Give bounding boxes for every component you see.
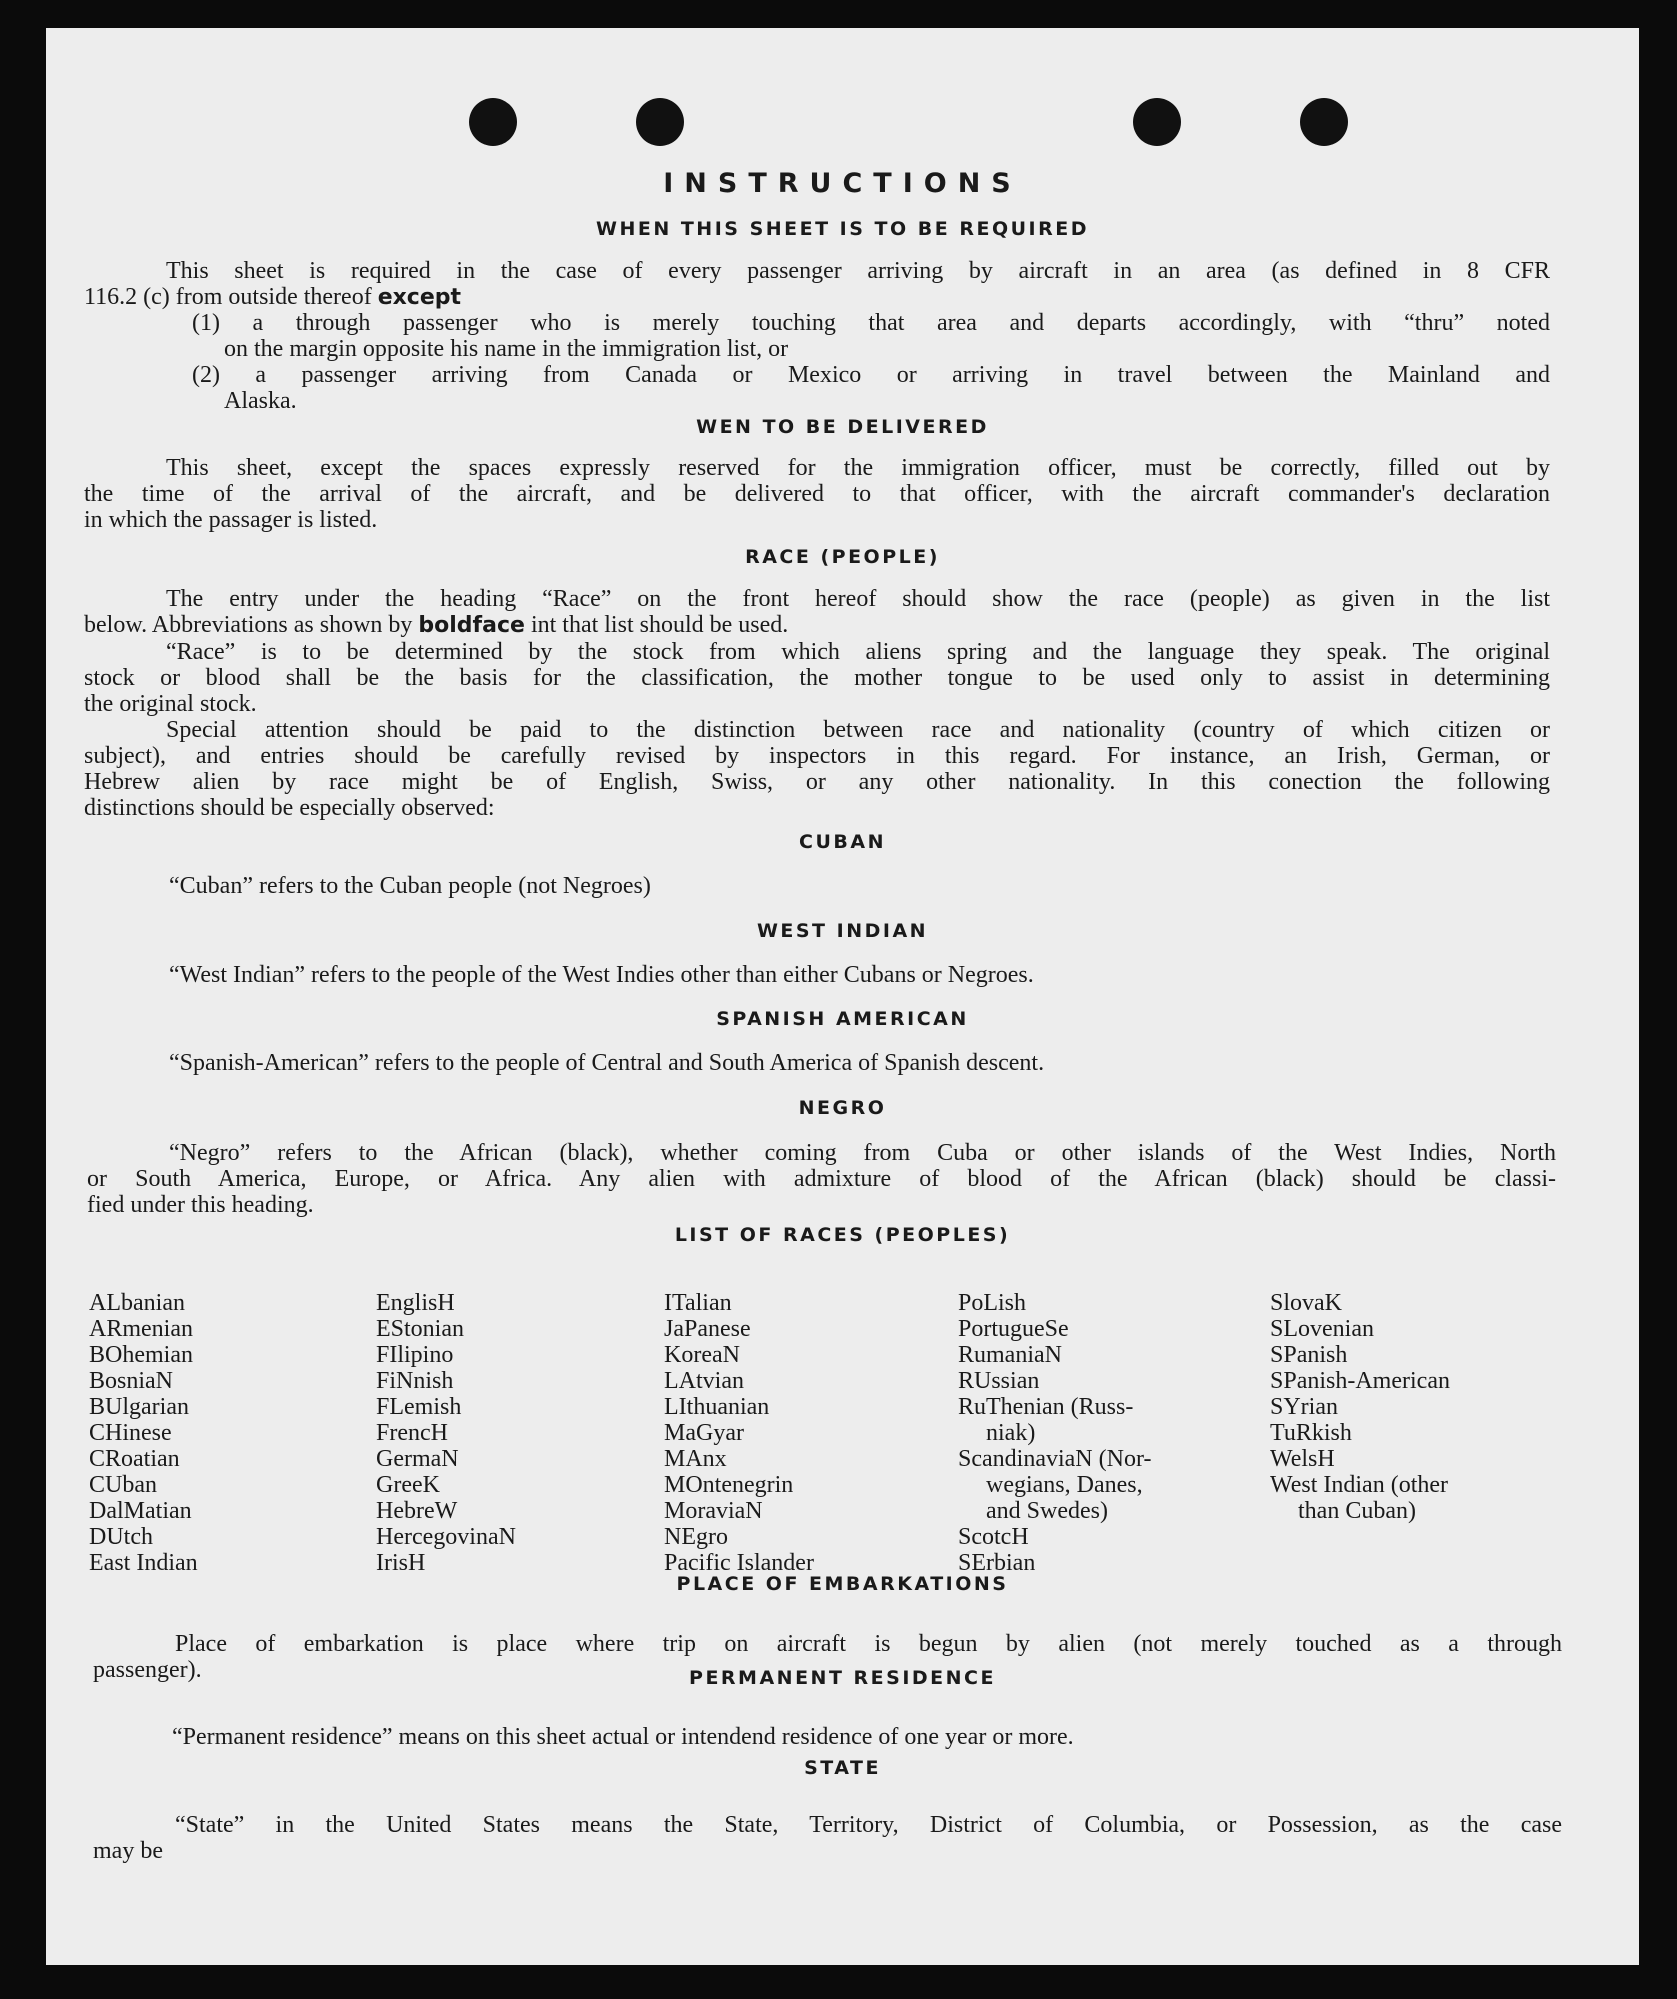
page-title: INSTRUCTIONS xyxy=(663,168,1022,199)
text-line: on the margin opposite his name in the immigration list, or xyxy=(224,336,789,362)
race-entry: HercegovinaN xyxy=(376,1524,516,1550)
section-heading-state: STATE xyxy=(804,1757,881,1779)
delivered-paragraph xyxy=(84,455,1550,533)
race-entry: NEgro xyxy=(664,1524,728,1550)
race-entry: SPanish xyxy=(1270,1342,1348,1368)
race-entry: FIlipino xyxy=(376,1342,454,1368)
race-entry: JaPanese xyxy=(664,1316,751,1342)
text-line: distinctions should be especially observed: xyxy=(84,795,495,821)
race-entry: MAnx xyxy=(664,1446,727,1472)
text-line: in which the passager is listed. xyxy=(84,507,378,533)
race-entry: ScandinaviaN (Nor- xyxy=(958,1446,1152,1472)
race-entry: CUban xyxy=(89,1472,157,1498)
exception-item-2 xyxy=(192,362,1550,414)
race-entry: BosniaN xyxy=(89,1368,173,1394)
race-entry: BUlgarian xyxy=(89,1394,189,1420)
text-line: “Race” is to be determined by the stock from which aliens spring and the language they speak. The original xyxy=(166,639,1550,665)
text-line: may be xyxy=(93,1838,163,1864)
race-entry: CHinese xyxy=(89,1420,172,1446)
section-heading-race: RACE (PEOPLE) xyxy=(745,546,940,568)
race-entry: EnglisH xyxy=(376,1290,455,1316)
race-entry: RUssian xyxy=(958,1368,1040,1394)
race-entry: East Indian xyxy=(89,1550,198,1576)
state-paragraph xyxy=(93,1812,1562,1864)
race-entry: FiNnish xyxy=(376,1368,454,1394)
race-entry: RuThenian (Russ- xyxy=(958,1394,1134,1420)
race-entry: DUtch xyxy=(89,1524,153,1550)
races-column-2 xyxy=(376,1290,516,1576)
section-heading-list-of-races: LIST OF RACES (PEOPLES) xyxy=(674,1224,1011,1246)
text-line: (1) a through passenger who is merely touching that area and departs accordingly, with “thru” noted xyxy=(192,310,1550,336)
text-line: This sheet, except the spaces expressly reserved for the immigration officer, must be correctly, filled out by xyxy=(166,455,1550,481)
race-entry: SErbian xyxy=(958,1550,1036,1576)
races-column-4 xyxy=(958,1290,1151,1576)
bold-word: boldface xyxy=(418,613,525,638)
race-entry: DalMatian xyxy=(89,1498,192,1524)
races-column-1 xyxy=(89,1290,198,1576)
race-entry: RumaniaN xyxy=(958,1342,1062,1368)
negro-paragraph xyxy=(87,1140,1556,1218)
race-entry: ALbanian xyxy=(89,1290,185,1316)
race-entry: LIthuanian xyxy=(664,1394,770,1420)
race-entry: niak) xyxy=(986,1420,1036,1446)
race-entry: EStonian xyxy=(376,1316,464,1342)
text-line: or South America, Europe, or Africa. Any alien with admixture of blood of the African (black) should be classi- xyxy=(87,1166,1556,1192)
race-entry: PortugueSe xyxy=(958,1316,1069,1342)
race-entry: LAtvian xyxy=(664,1368,744,1394)
text-line: fied under this heading. xyxy=(87,1192,314,1218)
race-entry: SlovaK xyxy=(1270,1290,1342,1316)
section-heading-required: WHEN THIS SHEET IS TO BE REQUIRED xyxy=(595,218,1089,240)
text-line: Hebrew alien by race might be of English, Swiss, or any other nationality. In this conection the following xyxy=(84,769,1550,795)
section-heading-embarkation: PLACE OF EMBARKATIONS xyxy=(676,1573,1009,1595)
races-column-5 xyxy=(1270,1290,1450,1524)
spanish-american-text: “Spanish-American” refers to the people of Central and South America of Spanish descent. xyxy=(169,1050,1045,1076)
west-indian-text: “West Indian” refers to the people of the West Indies other than either Cubans or Negroes. xyxy=(169,962,1034,988)
section-heading-delivered: WEN TO BE DELIVERED xyxy=(696,416,989,438)
race-entry: MoraviaN xyxy=(664,1498,763,1524)
race-entry: BOhemian xyxy=(89,1342,193,1368)
race-entry: SLovenian xyxy=(1270,1316,1374,1342)
race-entry: Pacific Islander xyxy=(664,1550,814,1576)
section-heading-negro: NEGRO xyxy=(798,1097,887,1119)
punch-hole xyxy=(1133,98,1181,146)
race-entry: CRoatian xyxy=(89,1446,180,1472)
race-entry: wegians, Danes, xyxy=(986,1472,1143,1498)
required-paragraph xyxy=(84,258,1550,311)
race-entry: ARmenian xyxy=(89,1316,193,1342)
race-entry: SYrian xyxy=(1270,1394,1338,1420)
text-line: stock or blood shall be the basis for the classification, the mother tongue to be used only to assist in determining xyxy=(84,665,1550,691)
text-line: 116.2 (c) from outside thereof xyxy=(84,284,372,310)
race-entry: IrisH xyxy=(376,1550,426,1576)
text-line: the original stock. xyxy=(84,691,257,717)
text-line: The entry under the heading “Race” on the front hereof should show the race (people) as given in the list xyxy=(166,586,1550,612)
text-line: “State” in the United States means the State, Territory, District of Columbia, or Possession, as the case xyxy=(175,1812,1562,1838)
text-line: This sheet is required in the case of every passenger arriving by aircraft in an area (as defined in 8 CFR xyxy=(166,258,1550,284)
race-entry: SPanish-American xyxy=(1270,1368,1450,1394)
race-entry: and Swedes) xyxy=(986,1498,1108,1524)
race-entry: GreeK xyxy=(376,1472,440,1498)
race-entry: MOntenegrin xyxy=(664,1472,794,1498)
section-heading-west-indian: WEST INDIAN xyxy=(756,920,929,942)
residence-text: “Permanent residence” means on this sheet actual or intendend residence of one year or more. xyxy=(172,1724,1074,1750)
text-line: “Negro” refers to the African (black), whether coming from Cuba or other islands of the West Indies, North xyxy=(169,1140,1556,1166)
race-entry: KoreaN xyxy=(664,1342,740,1368)
text-line: (2) a passenger arriving from Canada or Mexico or arriving in travel between the Mainland and xyxy=(192,362,1550,388)
text-line: int that list should be used. xyxy=(530,612,789,638)
text-line: the time of the arrival of the aircraft, and be delivered to that officer, with the aircraft commander's declaration xyxy=(84,481,1550,507)
race-entry: HebreW xyxy=(376,1498,458,1524)
cuban-text: “Cuban” refers to the Cuban people (not Negroes) xyxy=(169,873,651,899)
text-line: Place of embarkation is place where trip on aircraft is begun by alien (not merely touched as a through xyxy=(175,1631,1562,1657)
exception-item-1 xyxy=(192,310,1550,362)
race-entry: West Indian (other xyxy=(1270,1472,1449,1498)
text-line: Alaska. xyxy=(224,388,297,414)
punch-hole xyxy=(469,98,517,146)
race-paragraph xyxy=(84,586,1550,821)
race-entry: than Cuban) xyxy=(1298,1498,1416,1524)
section-heading-cuban: CUBAN xyxy=(799,831,886,853)
section-heading-residence: PERMANENT RESIDENCE xyxy=(689,1667,996,1689)
text-line: subject), and entries should be carefully revised by inspectors in this regard. For instance, an Irish, German, or xyxy=(84,743,1550,769)
text-line: Special attention should be paid to the distinction between race and nationality (country of which citizen or xyxy=(166,717,1550,743)
race-entry: WelsH xyxy=(1270,1446,1335,1472)
race-entry: MaGyar xyxy=(664,1420,744,1446)
race-entry: ScotcH xyxy=(958,1524,1029,1550)
race-entry: PoLish xyxy=(958,1290,1027,1316)
punch-hole xyxy=(1300,98,1348,146)
race-entry: FLemish xyxy=(376,1394,462,1420)
bold-word: except xyxy=(377,285,462,310)
section-heading-spanish-american: SPANISH AMERICAN xyxy=(716,1008,969,1030)
race-entry: TuRkish xyxy=(1270,1420,1352,1446)
text-line: below. Abbreviations as shown by xyxy=(84,612,413,638)
race-entry: ITalian xyxy=(664,1290,732,1316)
races-column-3 xyxy=(664,1290,814,1576)
text-line: passenger). xyxy=(93,1657,202,1683)
race-entry: GermaN xyxy=(376,1446,459,1472)
document-sheet xyxy=(46,28,1639,1965)
race-entry: FrencH xyxy=(376,1420,448,1446)
punch-hole xyxy=(636,98,684,146)
